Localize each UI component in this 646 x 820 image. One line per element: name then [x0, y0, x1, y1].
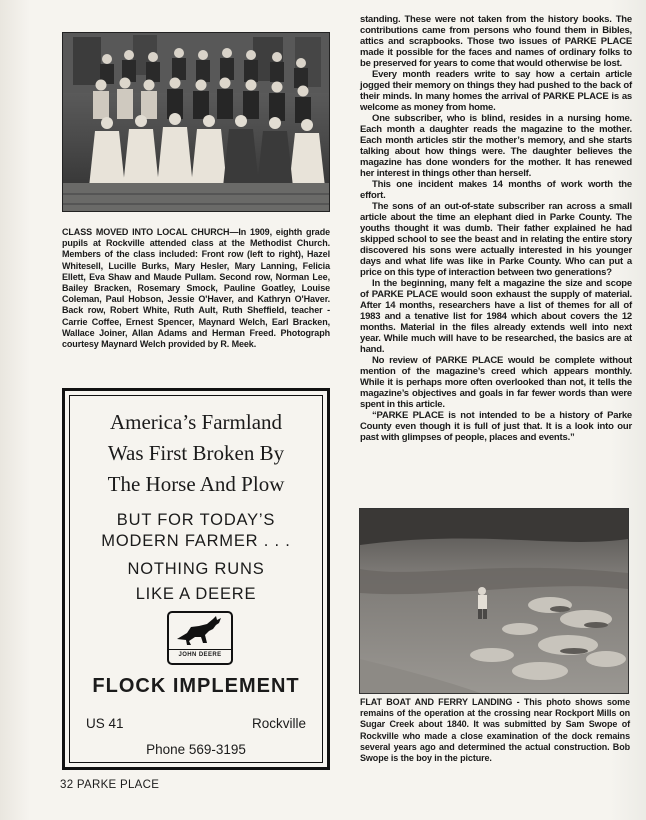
flat-caption-lead: FLAT BOAT AND FERRY LANDING — [360, 697, 513, 707]
john-deere-advertisement — [62, 388, 330, 770]
leaping-deer-icon — [169, 613, 231, 649]
ad-tagline-3: NOTHING RUNS — [127, 560, 265, 578]
article-paragraph: standing. These were not taken from the history books. The contributions came from persons who found them in Bibles, attics and scrapbooks. Those two issues of PARKE PLACE made it possible for the faces and names of ordinary folks to be preserved for years to come that would otherwise be lost. — [360, 14, 632, 69]
ad-tagline-2: MODERN FARMER . . . — [101, 532, 291, 550]
flat-boat-photograph — [359, 508, 629, 694]
class-caption-lead: CLASS MOVED INTO LOCAL CHURCH — [62, 227, 230, 237]
ad-headline-3: The Horse And Plow — [107, 472, 285, 496]
class-photo-image — [63, 33, 329, 211]
flat-boat-photo-image — [360, 509, 628, 693]
article-paragraph: Every month readers write to say how a certain article jogged their memory on things they had pushed to the back of their minds. In many homes the arrival of PARKE PLACE is as welcome as money from home. — [360, 69, 632, 113]
ad-route: US 41 — [86, 716, 124, 731]
article-paragraph: No review of PARKE PLACE would be complete without mention of the magazine’s creed which appears monthly. While it is perhaps more often overlooked than not, it tells the magazine’s objectives and goals in far fewer words than were spent in this article. — [360, 355, 632, 410]
article-text — [360, 14, 632, 443]
ad-tagline-1: BUT FOR TODAY’S — [116, 511, 276, 529]
class-photo-caption — [62, 227, 330, 350]
dealer-name: FLOCK IMPLEMENT — [92, 675, 300, 697]
article-paragraph: One subscriber, who is blind, resides in a nursing home. Each month a daughter reads the magazine to the mother. Each month articles stir the mother’s memory, and she starts talking about how things were. The daughter believes the magazine has done wonders for the mother. It has renewed her interest in things other than herself. — [360, 113, 632, 179]
flat-boat-caption — [360, 697, 630, 764]
ad-tagline-4: LIKE A DEERE — [135, 585, 257, 603]
ad-headline-1: America’s Farmland — [109, 410, 283, 434]
page-folio: 32 PARKE PLACE — [60, 779, 160, 791]
article-paragraph: This one incident makes 14 months of work worth the effort. — [360, 179, 632, 201]
ad-town: Rockville — [251, 716, 306, 731]
class-caption-body: —In 1909, eighth grade pupils at Rockville attended class at the Methodist Church. Members of the class included: Front row (left to right), Hazel Whitesell, Lucille Burks, Mary Hesler, Mary Lanning, Felicia Ellett, Eva Shaw and Maude Pullam. Second row, Norman Lee, Bailey Bracken, Rosemary Smock, Pauline Goatley, Louise Coleman, Paul Hobson, Jessie O'Haver, and Kathryn O'Haver. Back row, Robert White, Ruth Ault, Ruth Sheffield, teacher - Carrie Coffee, Ernest Spencer, Maynard Welch, Earl Bracken, Wallace Joiner, Allan Adams and Herman Freed. Photograph courtesy Maynard Welch provided by R. Meek. — [62, 227, 331, 350]
article-paragraph: In the beginning, many felt a magazine the size and scope of PARKE PLACE would soon exhaust the supply of material. After 14 months, researchers have a list of themes for all of 1983 and a tenative list for 1984 which about covers the 12 months. Material in the files already extends well into next year. While much will have to be researched, the basics are at hand. — [360, 278, 632, 355]
flat-caption-body: - This photo shows some remains of the operation at the crossing near Rockport Mills on Sugar Creek about 1840. It was submitted by Sam Swope of Rockville who made a close examination of the dock remains several years ago and determined the actual construction. Bob Swope is the boy in the picture. — [360, 697, 630, 764]
article-paragraph: “PARKE PLACE is not intended to be a history of Parke County even though it is full of just that. It is a look into our past with glimpses of people, places and events.” — [360, 410, 632, 443]
logo-text: JOHN DEERE — [169, 649, 231, 658]
class-photograph — [62, 32, 330, 212]
john-deere-logo — [167, 611, 233, 665]
ad-phone: Phone 569-3195 — [146, 742, 246, 757]
article-paragraph: The sons of an out-of-state subscriber ran across a small article about the time an elephant died in Parke County. The youths thought it was dumb. Their father explained he had skipped school to see the beast and in relating the entire story discovered his sons were actually interested in his younger days and what life was like in Parke County. Who can put a price on this type of interaction between two generations? — [360, 201, 632, 278]
ad-headline-2: Was First Broken By — [107, 441, 285, 465]
